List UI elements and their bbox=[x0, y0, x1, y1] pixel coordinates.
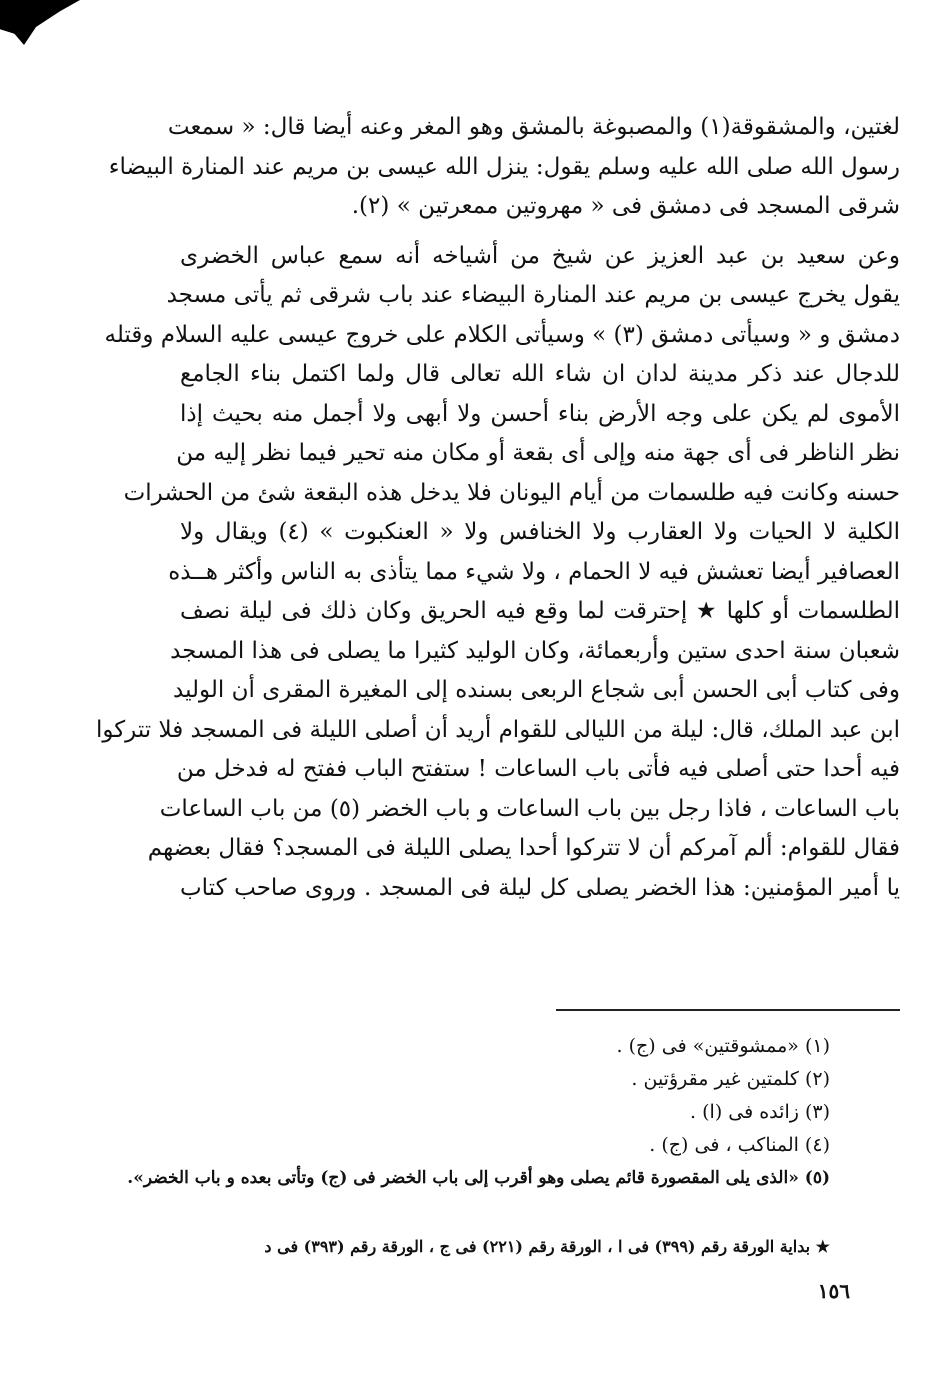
main-text bbox=[95, 108, 900, 908]
text-line: حسنه وكانت فيه طلسمات من أيام اليونان فلا يدخل هذه البقعة شئ من الحشرات bbox=[123, 479, 900, 506]
page-number: ١٥٦ bbox=[817, 1279, 850, 1303]
paragraph-1 bbox=[108, 108, 900, 227]
paragraph-gap bbox=[180, 227, 900, 237]
text-line: ابن عبد الملك، قال: ليلة من الليالى للقوام أريد أن أصلى الليلة فى المسجد فلا تتركوا bbox=[95, 716, 900, 743]
text-line: للدجال عند ذكر مدينة لدان ان شاء الله تعالى قال ولما اكتمل بناء الجامع bbox=[180, 361, 900, 387]
text-line: لغتين، والمشقوقة(١) والمصبوغة بالمشق وهو المغر وعنه أيضا قال: « سمعت bbox=[167, 114, 900, 140]
text-line: رسول الله صلى الله عليه وسلم يقول: ينزل الله عيسى بن مريم عند المنارة البيضاء bbox=[108, 153, 900, 180]
paragraph-2 bbox=[95, 237, 900, 909]
text-line: الأموى لم يكن على وجه الأرض بناء أحسن ولا أبهى ولا أجمل منه بحيث إذا bbox=[180, 400, 900, 427]
scan-corner-mark bbox=[0, 0, 80, 45]
text-line: نظر الناظر فى أى جهة منه وإلى أى بقعة أو مكان منه تحير فيما نظر إليه من bbox=[176, 440, 900, 466]
footnote: (١) «ممشوقتين» فى (ج) . bbox=[616, 1035, 830, 1057]
text-line: شرقى المسجد فى دمشق فى « مهروتين ممعرتين » (٢). bbox=[351, 193, 900, 219]
footnote: (٢) كلمتين غير مقرؤتين . bbox=[631, 1068, 830, 1090]
text-line: يا أمير المؤمنين: هذا الخضر يصلى كل ليلة فى المسجد . وروى صاحب كتاب bbox=[180, 874, 900, 901]
text-line: الكلية لا الحيات ولا العقارب ولا الخنافس ولا « العنكبوت » (٤) ويقال ولا bbox=[180, 519, 900, 545]
footnote: (٥) «الذى يلى المقصورة قائم يصلى وهو أقرب إلى باب الخضر فى (ج) وتأتى بعده و باب الخضر». bbox=[127, 1168, 830, 1188]
text-line: شعبان سنة احدى ستين وأربعمائة، وكان الوليد كثيرا ما يصلى فى هذا المسجد bbox=[170, 637, 900, 664]
manuscript-folio-note: ★ بداية الورقة رقم (٣٩٩) فى ا ، الورقة رقم (٢٢١) فى ج ، الورقة رقم (٣٩٣) فى د bbox=[264, 1237, 830, 1256]
text-line: فقال للقوام: ألم آمركم أن لا تتركوا أحدا يصلى الليلة فى المسجد؟ فقال بعضهم bbox=[147, 835, 900, 861]
text-line: فيه أحدا حتى أصلى فيه فأتى باب الساعات ! ستفتح الباب ففتح له فدخل من bbox=[176, 756, 900, 782]
footnote: (٣) زائده فى (ا) . bbox=[690, 1101, 830, 1123]
footnote-divider bbox=[556, 1009, 900, 1011]
text-line: يقول يخرج عيسى بن مريم عند المنارة البيضاء عند باب شرقى ثم يأتى مسجد bbox=[166, 282, 900, 308]
footnotes bbox=[127, 1030, 830, 1195]
text-line: باب الساعات ، فاذا رجل بين باب الساعات و باب الخضر (٥) من باب الساعات bbox=[159, 795, 900, 822]
footnote: (٤) المناكب ، فى (ج) . bbox=[649, 1134, 830, 1156]
text-line: وعن سعيد بن عبد العزيز عن شيخ من أشياخه أنه سمع عباس الخضرى bbox=[180, 242, 900, 269]
text-line: دمشق و « وسيأتى دمشق (٣) » وسيأتى الكلام على خروج عيسى عليه السلام وقتله bbox=[104, 321, 900, 348]
text-line: العصافير أيضا تعشش فيه لا الحمام ، ولا شيء مما يتأذى به الناس وأكثر هــذه bbox=[168, 558, 900, 585]
text-line: الطلسمات أو كلها ★ إحترقت لما وقع فيه الحريق وكان ذلك فى ليلة نصف bbox=[180, 598, 900, 624]
text-line: وفى كتاب أبى الحسن أبى شجاع الربعى بسنده إلى المغيرة المقرى أن الوليد bbox=[173, 677, 900, 703]
